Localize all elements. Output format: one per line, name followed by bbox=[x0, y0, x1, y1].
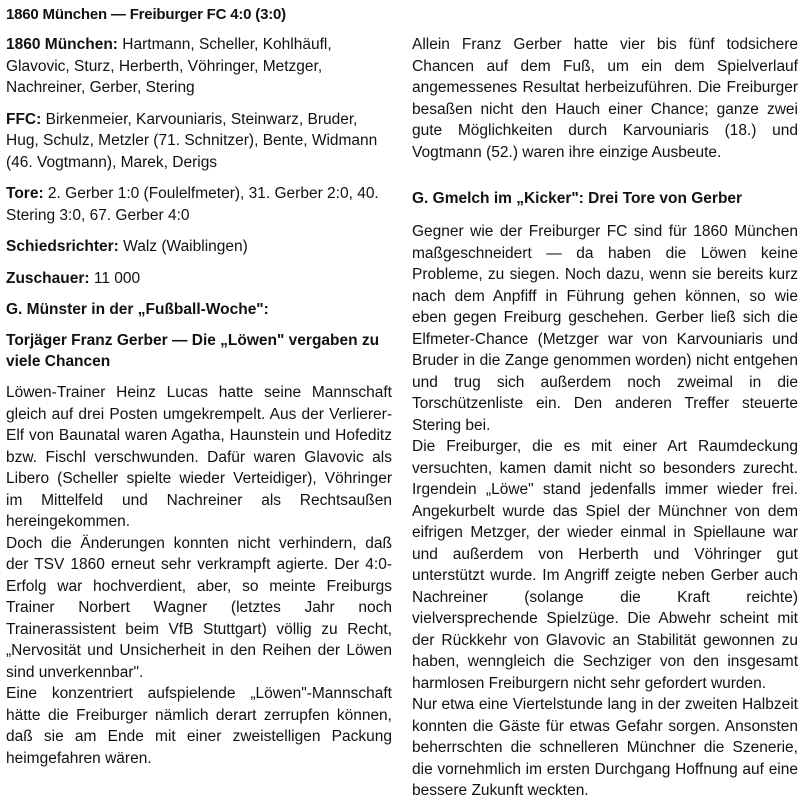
spectators-text: 11 000 bbox=[93, 269, 141, 287]
ffc-lineup bbox=[6, 109, 392, 174]
review1-source: G. Münster in der „Fußball-Woche": bbox=[6, 301, 269, 318]
munich-players: Hartmann, Scheller, Kohlhäufl, Glavovic, Sturz, Herberth, Vöhringer, Metzger, Nachreiner, Gerber, Stering bbox=[6, 36, 332, 96]
match-title: 1860 München — Freiburger FC 4:0 (3:0) bbox=[6, 6, 286, 23]
right-column bbox=[412, 34, 798, 802]
review1-paragraph-4: Allein Franz Gerber hatte vier bis fünf todsichere Chancen auf dem Fuß, um ein dem Spielverlauf angemessenes Resultat herbeizuführen. Die Freiburger besaßen nicht den Hauch einer Chance; ganze zwei gute Möglichkeiten durch Karvouniaris (18.) und Vogtmann (52.) waren ihre einzige Ausbeute. bbox=[412, 36, 798, 161]
referee-label: Schiedsrichter: bbox=[6, 238, 119, 255]
ffc-label: FFC: bbox=[6, 110, 42, 128]
review2-headline: G. Gmelch im „Kicker": Drei Tore von Gerber bbox=[412, 190, 743, 207]
ffc-players: Birkenmeier, Karvouniaris, Steinwarz, Bruder, Hug, Schulz, Metzler (71. Schnitzer), Bente, Widmann (46. Vogtmann), Marek, Derigs bbox=[6, 110, 378, 171]
referee-text: Walz (Waiblingen) bbox=[123, 238, 248, 255]
review1-paragraph-3: Eine konzentriert aufspielende „Löwen"-Mannschaft hätte die Freiburger nämlich derart zerrupfen können, daß sie am Ende mit einer zweistelligen Packung heimgefahren wären. bbox=[6, 685, 392, 767]
review2-paragraph-2: Die Freiburger, die es mit einer Art Raumdeckung versuchten, kamen damit nicht so besonders zurecht. Irgendein „Löwe" stand jedenfalls immer wieder frei. Angekurbelt wurde das Spiel der Münchner von dem eifrigen Metzger, der wieder einmal in Spiellaune war und außerdem von Herberth und Vöhringer gut unterstützt wurde. Im Angriff zeigte neben Gerber auch Nachreiner (solange die Kraft reichte) vielversprechende Spielzüge. Die Abwehr scheint mit der Rückkehr von Glavovic an Stabilität gewonnen zu haben, wenngleich die Sechziger von den insgesamt harmlosen Freiburgern nicht sehr gefordert wurden. bbox=[412, 438, 798, 692]
referee-line bbox=[6, 236, 392, 258]
review1-paragraph-2: Doch die Änderungen konnten nicht verhindern, daß der TSV 1860 erneut sehr verkrampft agierte. Der 4:0-Erfolg war hochverdient, aber, so meinte Freiburgs Trainer Norbert Wagner (letztes Jahr noch Trainerassistent beim VfB Stuttgart) völlig zu Recht, „Nervosität und Unsicherheit in den Reihen der Löwen sind unverkennbar". bbox=[6, 534, 392, 681]
review2-paragraph-1: Gegner wie der Freiburger FC sind für 1860 München maßgeschneidert — da haben die Löwen keine Probleme, zu siegen. Noch dazu, wenn sie bereits kurz nach dem Anpfiff in Führung gehen können, so wie eben gegen Freiburg geschehen. Gerber ließ sich die Elfmeter-Chance (Metzger war von Karvouniaris und Bruder in die Zange genommen worden) nicht entgehen und trug sich außerdem noch zweimal in die Torschützenliste ein. Den anderen Treffer steuerte Stering bei. bbox=[412, 223, 798, 434]
left-column bbox=[6, 34, 392, 769]
munich-lineup bbox=[6, 34, 392, 99]
spectators-label: Zuschauer: bbox=[6, 269, 90, 287]
munich-label: 1860 München: bbox=[6, 36, 118, 53]
goals-label: Tore: bbox=[6, 185, 44, 202]
spectators-line bbox=[6, 268, 392, 290]
review1-paragraph-1: Löwen-Trainer Heinz Lucas hatte seine Mannschaft gleich auf drei Posten umgekrempelt. Aus der Verlierer-Elf von Baunatal waren Agatha, Haunstein und Hofeditz bzw. Fischl verschwunden. Dafür waren Glavovic als Libero (Scheller spielte wieder Verteidiger), Vöhringer im Mittelfeld und Nachreiner als Rechtsaußen hereingekommen. bbox=[6, 384, 392, 530]
goals-line bbox=[6, 183, 392, 226]
review1-headline: Torjäger Franz Gerber — Die „Löwen" vergaben zu viele Chancen bbox=[6, 332, 380, 370]
goals-text: 2. Gerber 1:0 (Foulelfmeter), 31. Gerber 2:0, 40. Stering 3:0, 67. Gerber 4:0 bbox=[6, 185, 379, 224]
review2-paragraph-3: Nur etwa eine Viertelstunde lang in der zweiten Halbzeit konnten die Gäste für etwas Gefahr sorgen. Ansonsten beherrschten die schnelleren Münchner die Szenerie, die vornehmlich im ersten Durchgang Hoffnung auf eine bessere Zukunft weckten. bbox=[412, 696, 798, 799]
